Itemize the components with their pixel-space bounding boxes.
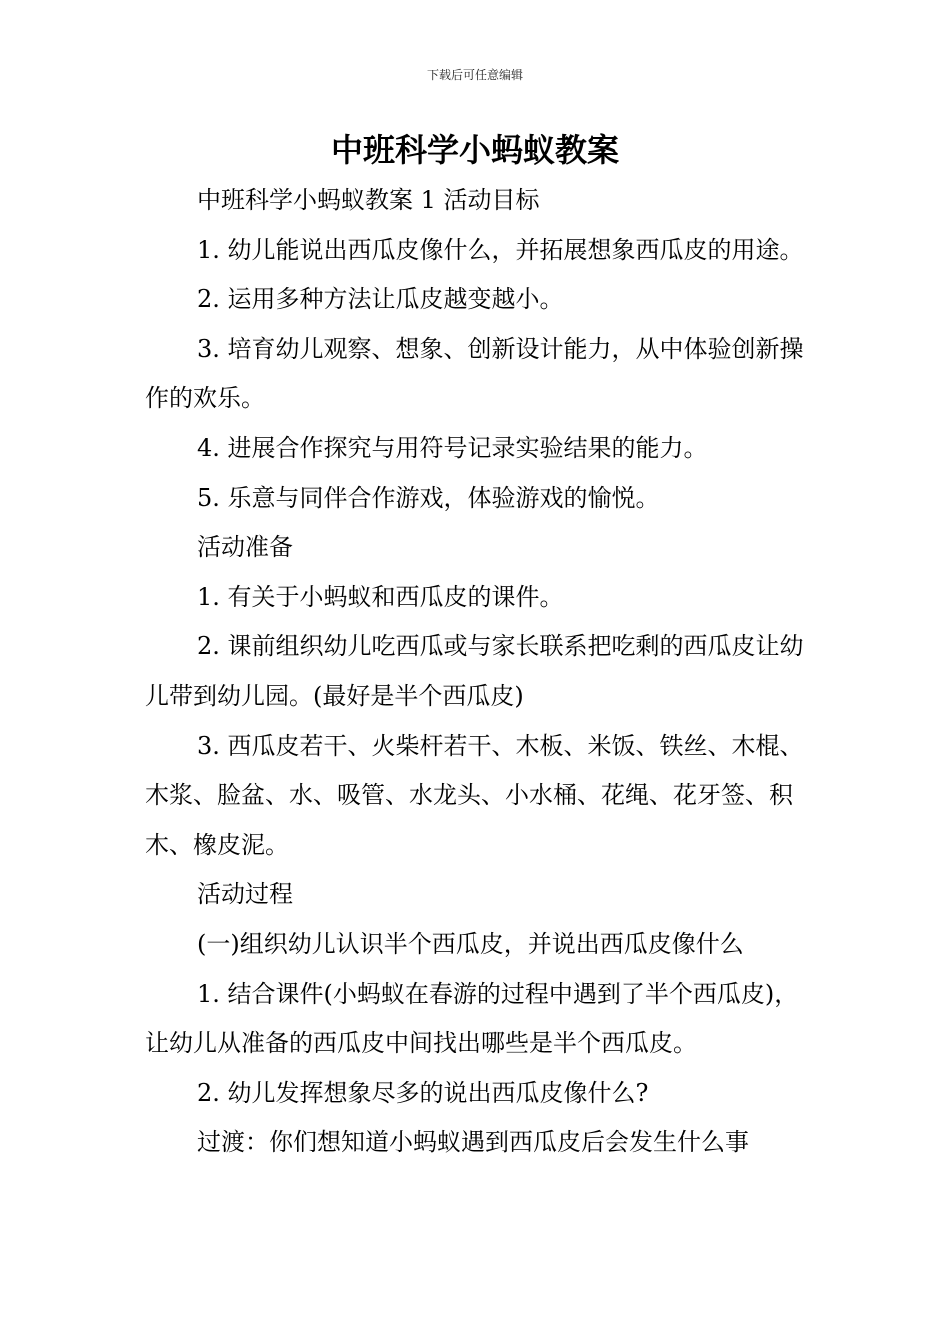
paragraph-goal-5: 5. 乐意与同伴合作游戏，体验游戏的愉悦。 <box>197 483 660 512</box>
paragraph-goal-4: 4. 进展合作探究与用符号记录实验结果的能力。 <box>197 433 708 462</box>
document-title: 中班科学小蚂蚁教案 <box>330 131 619 169</box>
section-heading-process: 活动过程 <box>197 880 293 909</box>
paragraph-prep-1: 1. 有关于小蚂蚁和西瓜皮的课件。 <box>197 582 564 611</box>
paragraph-goal-2: 2. 运用多种方法让瓜皮越变越小。 <box>197 285 564 314</box>
document-body <box>145 176 807 1168</box>
paragraph-goal-1: 1. 幼儿能说出西瓜皮像什么，并拓展想象西瓜皮的用途。 <box>197 235 804 264</box>
paragraph-transition: 过渡：你们想知道小蚂蚁遇到西瓜皮后会发生什么事 <box>197 1128 749 1157</box>
paragraph-goal-3: 3. 培育幼儿观察、想象、创新设计能力，从中体验创新操作的欢乐。 <box>145 334 804 413</box>
paragraph-process-step-1: (一)组织幼儿认识半个西瓜皮，并说出西瓜皮像什么 <box>197 929 744 958</box>
section-heading-preparation: 活动准备 <box>197 533 293 562</box>
paragraph-process-1: 1. 结合课件(小蚂蚁在春游的过程中遇到了半个西瓜皮)，让幼儿从准备的西瓜皮中间找出哪些是半个西瓜皮。 <box>145 979 799 1058</box>
paragraph-intro: 中班科学小蚂蚁教案 1 活动目标 <box>197 186 540 214</box>
paragraph-process-2: 2. 幼儿发挥想象尽多的说出西瓜皮像什么? <box>197 1078 649 1107</box>
paragraph-prep-2: 2. 课前组织幼儿吃西瓜或与家长联系把吃剩的西瓜皮让幼儿带到幼儿园。(最好是半个西瓜皮) <box>145 632 804 710</box>
page-header-note: 下载后可任意编辑 <box>426 68 523 82</box>
paragraph-prep-3: 3. 西瓜皮若干、火柴杆若干、木板、米饭、铁丝、木棍、木浆、脸盆、水、吸管、水龙头、小水桶、花绳、花牙签、积木、橡皮泥。 <box>145 731 804 859</box>
